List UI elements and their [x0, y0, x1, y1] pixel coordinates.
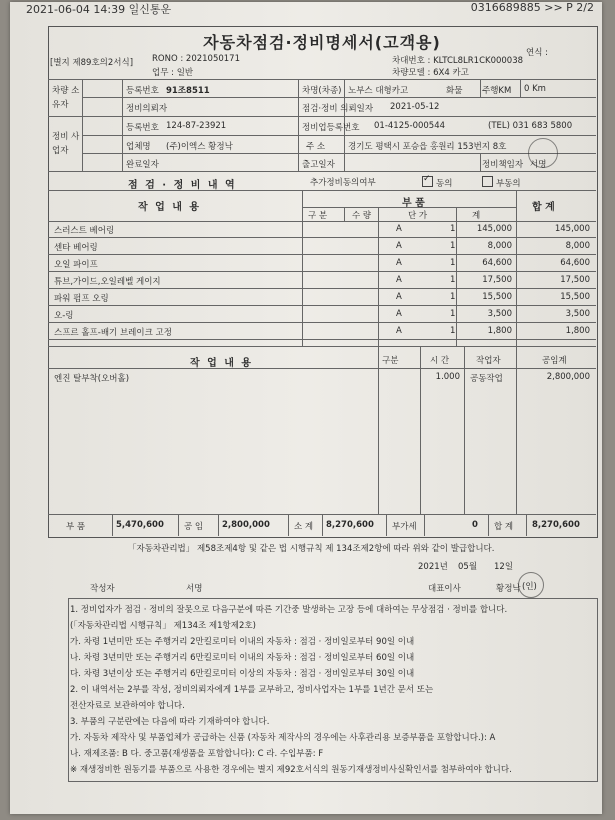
labor-total: 2,800,000 — [546, 372, 590, 382]
reg-no-value: 91조8511 — [166, 86, 210, 96]
note-line: 전산자료로 보관하여야 합니다. — [70, 701, 185, 711]
part-price: 145,000 — [476, 224, 512, 234]
mileage-label: 주행KM — [482, 86, 512, 96]
rule — [48, 237, 596, 238]
subcol-kind: 구 분 — [308, 211, 328, 221]
rule — [322, 514, 323, 536]
rule — [526, 514, 527, 536]
subcol-price: 단 가 — [408, 211, 428, 221]
mileage-value: 0 Km — [524, 84, 546, 94]
rule — [82, 79, 83, 171]
rule — [386, 514, 387, 536]
agree-label: 동의 — [436, 179, 453, 189]
vehicle-model: 차량모델 : 6X4 카고 — [392, 68, 469, 78]
part-kind: A — [396, 224, 402, 234]
rule — [480, 153, 481, 171]
ceo-seal-text: (인) — [522, 582, 537, 592]
subcol-total: 계 — [472, 211, 481, 221]
labor-col-time: 시 간 — [430, 356, 450, 366]
disagree-checkbox[interactable] — [482, 176, 493, 187]
work-column-header: 작 업 내 용 — [138, 202, 202, 213]
owner-section-label: 차량 소유자 — [52, 86, 80, 110]
rule — [48, 346, 596, 347]
summary-vat-value: 0 — [472, 520, 478, 530]
biz-no-label: 등록번호 — [126, 123, 159, 133]
release-date-label: 출고일자 — [302, 160, 335, 170]
rule — [488, 514, 489, 536]
address-label: 주 소 — [306, 142, 326, 152]
rule — [112, 514, 113, 536]
rule — [48, 116, 596, 117]
note-line: 3. 부품의 구분란에는 다음에 따라 기재하여야 합니다. — [70, 717, 270, 727]
summary-labor-value: 2,800,000 — [222, 520, 270, 530]
shop-reg-value: 01-4125-000544 — [374, 121, 446, 131]
part-qty: 1 — [450, 258, 456, 268]
note-line: 가. 차령 1년미만 또는 주행거리 2만킬로미터 이내의 자동차 : 점검 · 정비일로부터 90일 이내 — [70, 637, 415, 647]
part-price: 17,500 — [482, 275, 512, 285]
vehicle-label: 차명(차종) — [302, 86, 342, 96]
rule — [288, 514, 289, 536]
author-sign: 서명 — [186, 584, 203, 594]
summary-sub-label: 소 계 — [294, 522, 314, 532]
part-price: 3,500 — [487, 309, 512, 319]
chassis-number: 차대번호 : KLTCL8LR1CK000038 — [392, 56, 524, 66]
part-price: 8,000 — [487, 241, 512, 251]
responsible-label: 정비책임자 — [482, 160, 524, 170]
form-number: [별지 제89호의2서식] — [50, 58, 134, 68]
cargo-type: 화물 — [446, 86, 463, 96]
biz-no-value: 124-87-23921 — [166, 121, 227, 131]
law-statement: 「자동차관리법」 제58조제4항 및 같은 법 시행규칙 제 134조제2항에 따라 위와 같이 발급합니다. — [128, 544, 495, 554]
rule — [378, 346, 379, 514]
part-qty: 1 — [450, 309, 456, 319]
parts-column-header: 부 품 — [402, 198, 425, 209]
issue-day: 12일 — [494, 562, 514, 572]
rule — [516, 346, 517, 514]
note-line: 나. 재제조품: B 다. 중고품(재생품을 포함합니다): C 라. 수입부품: F — [70, 749, 324, 759]
rule — [48, 221, 596, 222]
part-name: 센타 베어링 — [54, 243, 98, 253]
rule — [82, 97, 596, 98]
part-qty: 1 — [450, 292, 456, 302]
summary-parts-label: 부 품 — [66, 522, 86, 532]
rule — [48, 254, 596, 255]
part-name: 스러스트 베어링 — [54, 226, 115, 236]
summary-total-value: 8,270,600 — [532, 520, 580, 530]
rule — [48, 305, 596, 306]
labor-col-worker: 작업자 — [476, 356, 501, 366]
part-qty: 1 — [450, 275, 456, 285]
rule — [298, 79, 299, 171]
note-line: 가. 자동차 제작사 및 부품업체가 공급하는 신품 (자동차 제작사의 경우에는 사후관리용 보증부품을 포함합니다.): A — [70, 733, 496, 743]
part-total: 3,500 — [565, 309, 590, 319]
labor-time: 1.000 — [435, 372, 460, 382]
summary-sub-value: 8,270,600 — [326, 520, 374, 530]
labor-column-header: 작 업 내 용 — [190, 358, 254, 369]
rule — [480, 79, 481, 97]
author-label: 작성자 — [90, 584, 115, 594]
note-line: 나. 차령 3년미만 또는 주행거리 6만킬로미터 이내의 자동차 : 점검 · 정비일로부터 60일 이내 — [70, 653, 415, 663]
rule — [424, 514, 425, 536]
total-column-header: 합 계 — [532, 202, 555, 213]
shop-reg-label: 정비업등록번호 — [302, 123, 360, 133]
note-line: 2. 이 내역서는 2부를 작성, 정비의뢰자에게 1부를 교부하고, 정비사업자는 1부를 1년간 문서 또는 — [70, 685, 434, 695]
part-name: 오일 파이프 — [54, 260, 98, 270]
done-date-label: 완료일자 — [126, 160, 159, 170]
company-value: (주)이엑스 황정낙 — [166, 142, 233, 152]
rule — [48, 79, 596, 80]
part-price: 15,500 — [482, 292, 512, 302]
part-name: 파워 펌프 오링 — [54, 294, 109, 304]
rule — [48, 339, 596, 340]
fax-header — [18, 1, 598, 17]
ceo-label: 대표이사 — [428, 584, 461, 594]
rule — [456, 207, 457, 346]
part-total: 1,800 — [565, 326, 590, 336]
ceo-name: 황정낙 — [496, 584, 521, 594]
summary-total-label: 합 계 — [494, 522, 514, 532]
labor-name: 엔진 탈부착(오버홀) — [54, 374, 130, 384]
company-seal-icon — [528, 138, 558, 168]
part-kind: A — [396, 275, 402, 285]
request-date-value: 2021-05-12 — [390, 102, 440, 112]
responsible-sign: 서명 — [530, 160, 547, 170]
disagree-label: 부동의 — [496, 179, 521, 189]
part-qty: 1 — [450, 326, 456, 336]
note-line: ※ 재생정비한 원동기를 부품으로 사용한 경우에는 별지 제92호서식의 원동기재생정비사실확인서를 첨부하여야 합니다. — [70, 765, 512, 775]
note-line: 1. 정비업자가 점검 · 정비의 잘못으로 다음구분에 따른 기간중 발생하는 고장 등에 대하여는 무상점검 · 정비를 합니다. — [70, 605, 508, 615]
part-total: 15,500 — [560, 292, 590, 302]
part-total: 17,500 — [560, 275, 590, 285]
part-kind: A — [396, 292, 402, 302]
rule — [378, 207, 379, 346]
part-total: 8,000 — [565, 241, 590, 251]
note-line: 다. 차령 3년이상 또는 주행거리 6만킬로미터 이상의 자동차 : 점검 · 정비일로부터 30일 이내 — [70, 669, 415, 679]
part-qty: 1 — [450, 241, 456, 251]
part-kind: A — [396, 241, 402, 251]
model-year-label: 연식 : — [526, 48, 548, 58]
rule — [82, 153, 596, 154]
summary-vat-label: 부가세 — [392, 522, 417, 532]
rule — [302, 207, 516, 208]
part-name: 오-링 — [54, 311, 74, 321]
owner-name-label: 정비의뢰자 — [126, 104, 168, 114]
fax-header-right: 0316689885 >> P 2/2 — [470, 1, 594, 14]
rule — [48, 288, 596, 289]
rule — [48, 368, 596, 369]
rule — [520, 79, 521, 97]
part-name: 튜브,가이드,오일레벨 게이지 — [54, 277, 161, 287]
part-kind: A — [396, 326, 402, 336]
issue-month: 05월 — [458, 562, 478, 572]
rule — [82, 135, 596, 136]
vehicle-value: 노부스 대형카고 — [348, 86, 409, 96]
part-total: 145,000 — [554, 224, 590, 234]
part-kind: A — [396, 258, 402, 268]
labor-col-kind: 구분 — [382, 356, 399, 366]
notes-frame — [68, 598, 598, 782]
work-category: 업무 : 일반 — [152, 68, 194, 78]
part-price: 1,800 — [487, 326, 512, 336]
reg-no-label: 등록번호 — [126, 86, 159, 96]
shop-section-label: 정비 사업자 — [52, 132, 80, 156]
consent-label: 추가정비동의여부 — [310, 178, 376, 188]
note-line: (「자동차관리법 시행규칙」 제134조 제1항제2호) — [70, 621, 256, 631]
summary-parts-value: 5,470,600 — [116, 520, 164, 530]
rule — [218, 514, 219, 536]
part-kind: A — [396, 309, 402, 319]
rule — [344, 207, 345, 221]
labor-col-total: 공임계 — [542, 356, 567, 366]
rule — [464, 346, 465, 514]
rule — [420, 346, 421, 514]
rule — [48, 271, 596, 272]
shop-tel: (TEL) 031 683 5800 — [488, 121, 573, 131]
inspect-section-title: 점 검 · 정 비 내 역 — [128, 180, 237, 191]
check-mark-icon: ✓ — [423, 174, 431, 184]
rule — [48, 171, 596, 172]
summary-labor-label: 공 임 — [184, 522, 204, 532]
rono: RONO : 2021050171 — [152, 54, 240, 64]
fax-header-left: 2021-06-04 14:39 일신통운 — [26, 3, 172, 16]
part-name: 스프르 홀프-배기 브레이크 고정 — [54, 328, 172, 338]
part-total: 64,600 — [560, 258, 590, 268]
part-qty: 1 — [450, 224, 456, 234]
address-value: 경기도 평택시 포승읍 홍원리 153번지 8호 — [348, 142, 507, 152]
part-price: 64,600 — [482, 258, 512, 268]
company-label: 업체명 — [126, 142, 151, 152]
rule — [178, 514, 179, 536]
rule — [122, 79, 123, 171]
rule — [48, 322, 596, 323]
subcol-qty: 수 량 — [352, 211, 372, 221]
labor-worker: 공동작업 — [470, 374, 503, 384]
document-page — [10, 2, 602, 814]
request-date-label: 점검·정비 의뢰일자 — [302, 104, 374, 114]
issue-year: 2021년 — [418, 562, 448, 572]
document-title: 자동차점검·정비명세서(고객용) — [203, 33, 441, 52]
